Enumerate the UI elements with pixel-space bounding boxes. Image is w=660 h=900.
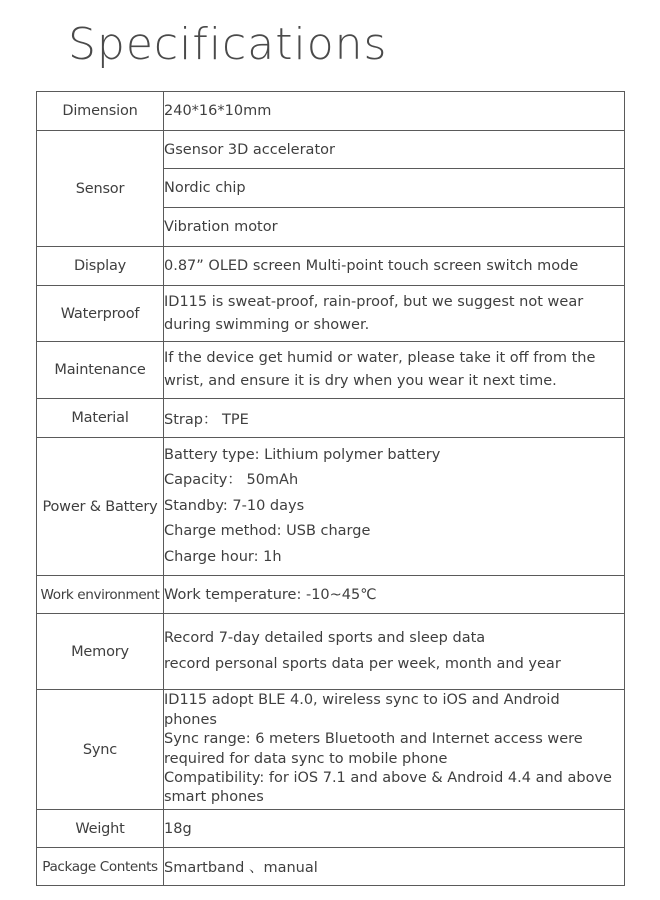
text-line: Battery type: Lithium polymer battery — [164, 446, 441, 463]
row-label-work-environment: Work environment — [37, 576, 164, 614]
row-label-package-contents: Package Contents — [37, 848, 164, 886]
row-value-display: 0.87” OLED screen Multi-point touch screen switch mode — [164, 247, 625, 286]
row-value-dimension: 240*16*10mm — [164, 92, 625, 131]
row-label-weight: Weight — [37, 810, 164, 848]
row-value-sensor-1: Gsensor 3D accelerator — [164, 131, 625, 169]
row-value-power-battery — [164, 438, 625, 576]
row-label-material: Material — [37, 399, 164, 438]
text-line: Standby: 7-10 days — [164, 497, 305, 514]
row-label-sensor: Sensor — [37, 131, 164, 247]
row-label-dimension: Dimension — [37, 92, 164, 131]
row-label-power-battery: Power & Battery — [37, 438, 164, 576]
text-line: smart phones — [164, 789, 264, 806]
row-value-weight: 18g — [164, 810, 625, 848]
table-row — [37, 614, 625, 690]
text-line: Charge method: USB charge — [164, 523, 371, 540]
row-value-sync — [164, 690, 625, 810]
page-title: Specifications — [68, 19, 388, 70]
row-label-waterproof: Waterproof — [37, 286, 164, 342]
text-line: required for data sync to mobile phone — [164, 750, 448, 767]
row-value-package-contents: Smartband 、manual — [164, 848, 625, 886]
text-line: Record 7-day detailed sports and sleep data — [164, 629, 486, 646]
text-line: record personal sports data per week, month and year — [164, 655, 561, 672]
text-line: during swimming or shower. — [164, 316, 370, 333]
table-row — [37, 690, 625, 810]
row-label-sync: Sync — [37, 690, 164, 810]
table-row — [37, 399, 625, 438]
table-row — [37, 438, 625, 576]
text-line: If the device get humid or water, please take it off from the — [164, 350, 596, 366]
text-line: wrist, and ensure it is dry when you wear it next time. — [164, 373, 557, 389]
row-label-display: Display — [37, 247, 164, 286]
row-value-waterproof — [164, 286, 625, 342]
row-value-work-environment: Work temperature: -10~45℃ — [164, 576, 625, 614]
specifications-table — [36, 91, 625, 886]
text-line: Charge hour: 1h — [164, 548, 282, 565]
row-label-memory: Memory — [37, 614, 164, 690]
table-row — [37, 342, 625, 399]
text-line: ID115 adopt BLE 4.0, wireless sync to iOS and Android — [164, 692, 560, 709]
row-value-material: Strap： TPE — [164, 399, 625, 438]
row-value-sensor-2: Nordic chip — [164, 169, 625, 208]
table-row — [37, 810, 625, 848]
text-line: Compatibility: for iOS 7.1 and above & Android 4.4 and above — [164, 769, 612, 786]
text-line: phones — [164, 711, 217, 728]
table-row — [37, 286, 625, 342]
table-row — [37, 247, 625, 286]
row-value-memory — [164, 614, 625, 690]
row-label-maintenance: Maintenance — [37, 342, 164, 399]
table-row — [37, 848, 625, 886]
table-row — [37, 131, 625, 169]
row-value-sensor-3: Vibration motor — [164, 208, 625, 247]
text-line: ID115 is sweat-proof, rain-proof, but we suggest not wear — [164, 293, 584, 310]
text-line: Sync range: 6 meters Bluetooth and Internet access were — [164, 731, 583, 748]
table-row — [37, 576, 625, 614]
row-value-maintenance — [164, 342, 625, 399]
text-line: Capacity： 50mAh — [164, 472, 299, 489]
table-row — [37, 92, 625, 131]
